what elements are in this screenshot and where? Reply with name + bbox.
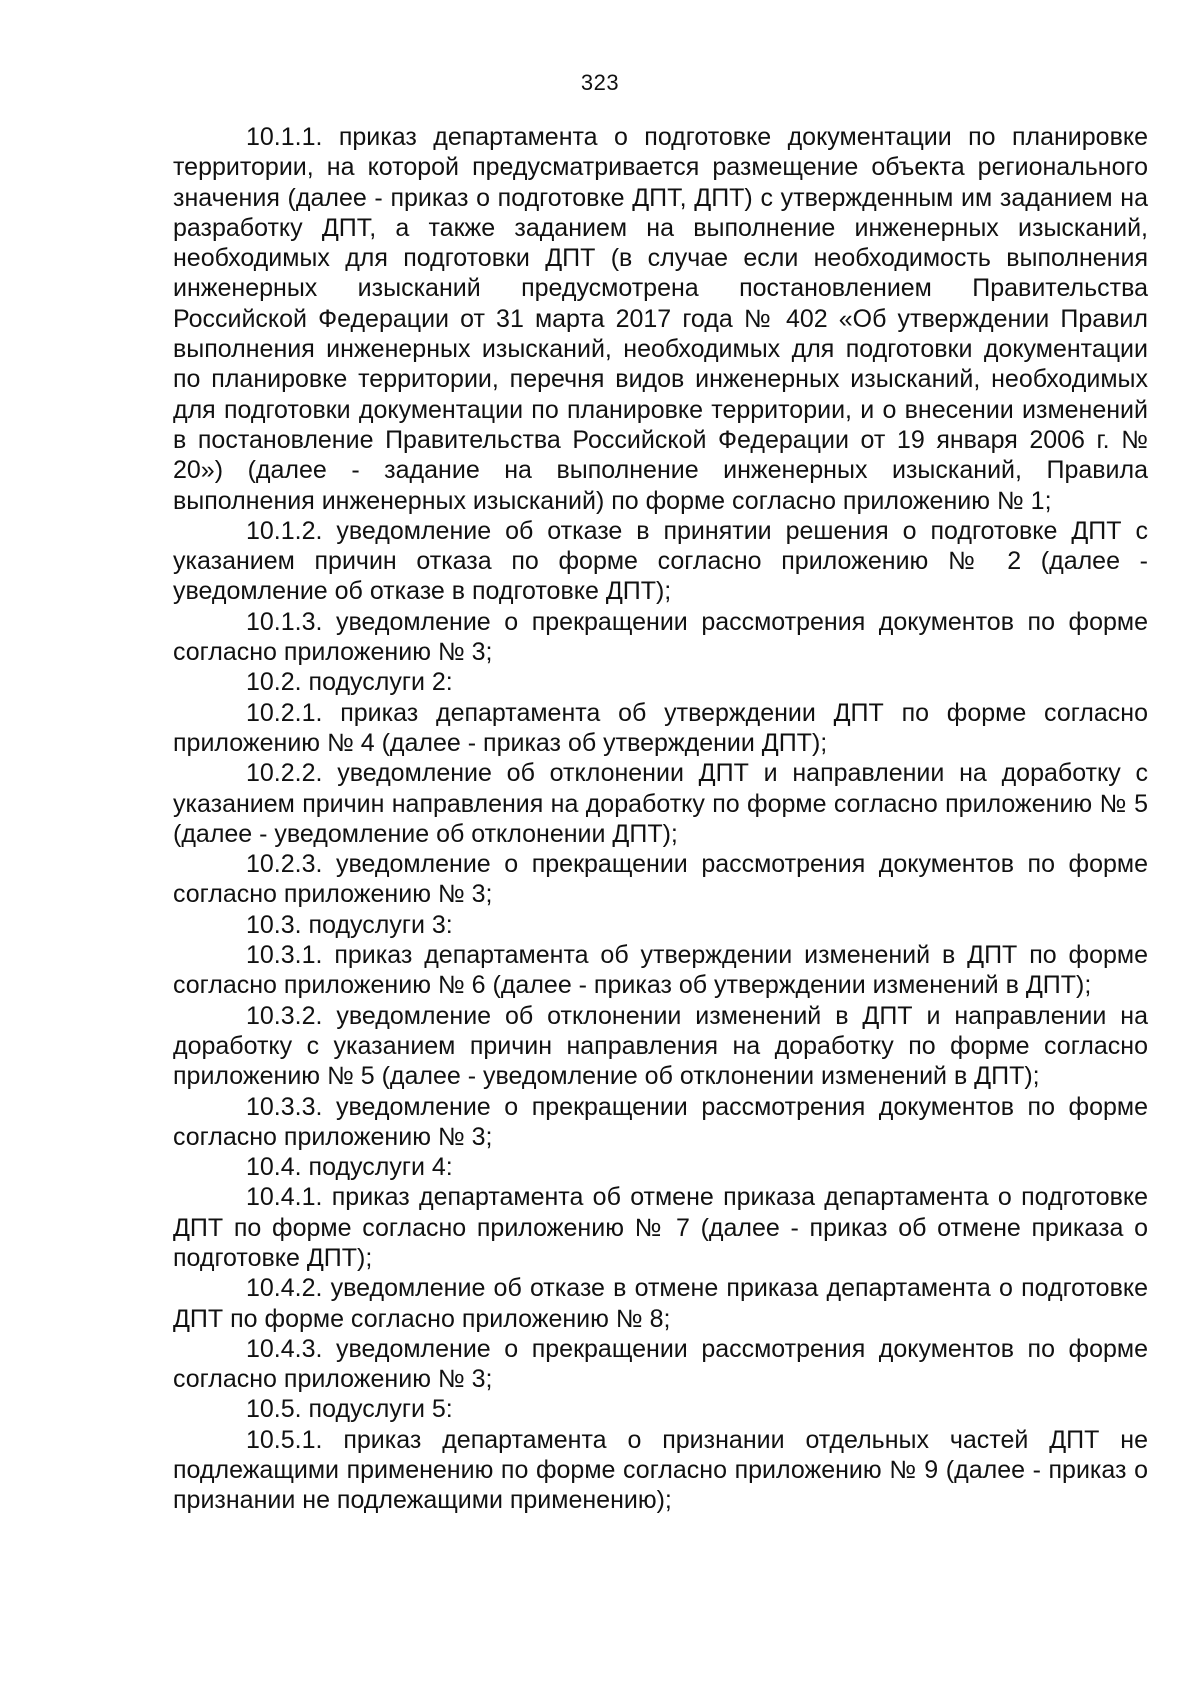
- paragraph-10-3-3: 10.3.3. уведомление о прекращении рассмотрения документов по форме согласно приложению № 3;: [173, 1092, 1148, 1151]
- paragraph-10-2-3: 10.2.3. уведомление о прекращении рассмотрения документов по форме согласно приложению № 3;: [173, 850, 1148, 909]
- paragraph-10-1-3: 10.1.3. уведомление о прекращении рассмотрения документов по форме согласно приложению № 3;: [173, 607, 1148, 667]
- paragraph-10-4-3: 10.4.3. уведомление о прекращении рассмотрения документов по форме согласно приложению № 3;: [173, 1334, 1148, 1394]
- paragraph-10-3-1: 10.3.1. приказ департамента об утверждении изменений в ДПТ по форме согласно приложению № 6 (далее - приказ об утверждении изменений в ДПТ);: [173, 941, 1148, 1000]
- paragraph-10-3: 10.3. подуслуги 3:: [246, 910, 453, 939]
- paragraph-10-2: 10.2. подуслуги 2:: [246, 668, 453, 697]
- paragraph-10-2-1: 10.2.1. приказ департамента об утверждении ДПТ по форме согласно приложению № 4 (далее - приказ об утверждении ДПТ);: [173, 698, 1148, 757]
- paragraph-10-1-2: 10.1.2. уведомление об отказе в принятии решения о подготовке ДПТ с указанием причин отказа по форме согласно приложению № 2 (далее - уведомление об отказе в подготовке ДПТ);: [173, 516, 1148, 606]
- paragraph-10-2-2: 10.2.2. уведомление об отклонении ДПТ и направлении на доработку с указанием причин направления на доработку по форме согласно приложению № 5 (далее - уведомление об отклонении ДПТ);: [173, 759, 1148, 848]
- paragraph-10-5: 10.5. подуслуги 5:: [246, 1395, 453, 1424]
- paragraph-10-5-1: 10.5.1. приказ департамента о признании отдельных частей ДПТ не подлежащими применению по форме согласно приложению № 9 (далее - приказ о признании не подлежащими применению);: [173, 1425, 1148, 1515]
- paragraph-10-4-1: 10.4.1. приказ департамента об отмене приказа департамента о подготовке ДПТ по форме согласно приложению № 7 (далее - приказ об отмене приказа о подготовке ДПТ);: [173, 1183, 1148, 1272]
- paragraph-10-3-2: 10.3.2. уведомление об отклонении изменений в ДПТ и направлении на доработку с указанием причин направления на доработку по форме согласно приложению № 5 (далее - уведомление об отклонении изменений в ДПТ);: [173, 1001, 1148, 1091]
- page-number: 323: [580, 70, 620, 95]
- paragraph-10-4: 10.4. подуслуги 4:: [246, 1153, 453, 1182]
- paragraph-10-1-1: 10.1.1. приказ департамента о подготовке документации по планировке территории, на которой предусматривается размещение объекта регионального значения (далее - приказ о подготовке ДПТ, ДПТ) с утвержденным им заданием на разработку ДПТ, а также заданием на выполнение инженерных изысканий, необходимых для подготовки ДПТ (в случае если необходимость выполнения инженерных изысканий предусмотрена постановлением Правительства Российской Федерации от 31 марта 2017 года № 402 «Об утверждении Правил выполнения инженерных изысканий, необходимых для подготовки документации по планировке территории, перечня видов инженерных изысканий, необходимых для подготовки документации по планировке территории, и о внесении изменений в постановление Правительства Российской Федерации от 19 января 2006 г. № 20») (далее - задание на выполнение инженерных изысканий, Правила выполнения инженерных изысканий) по форме согласно приложению № 1;: [173, 123, 1148, 515]
- document-body: [173, 122, 1148, 1516]
- paragraph-10-4-2: 10.4.2. уведомление об отказе в отмене приказа департамента о подготовке ДПТ по форме согласно приложению № 8;: [173, 1274, 1148, 1333]
